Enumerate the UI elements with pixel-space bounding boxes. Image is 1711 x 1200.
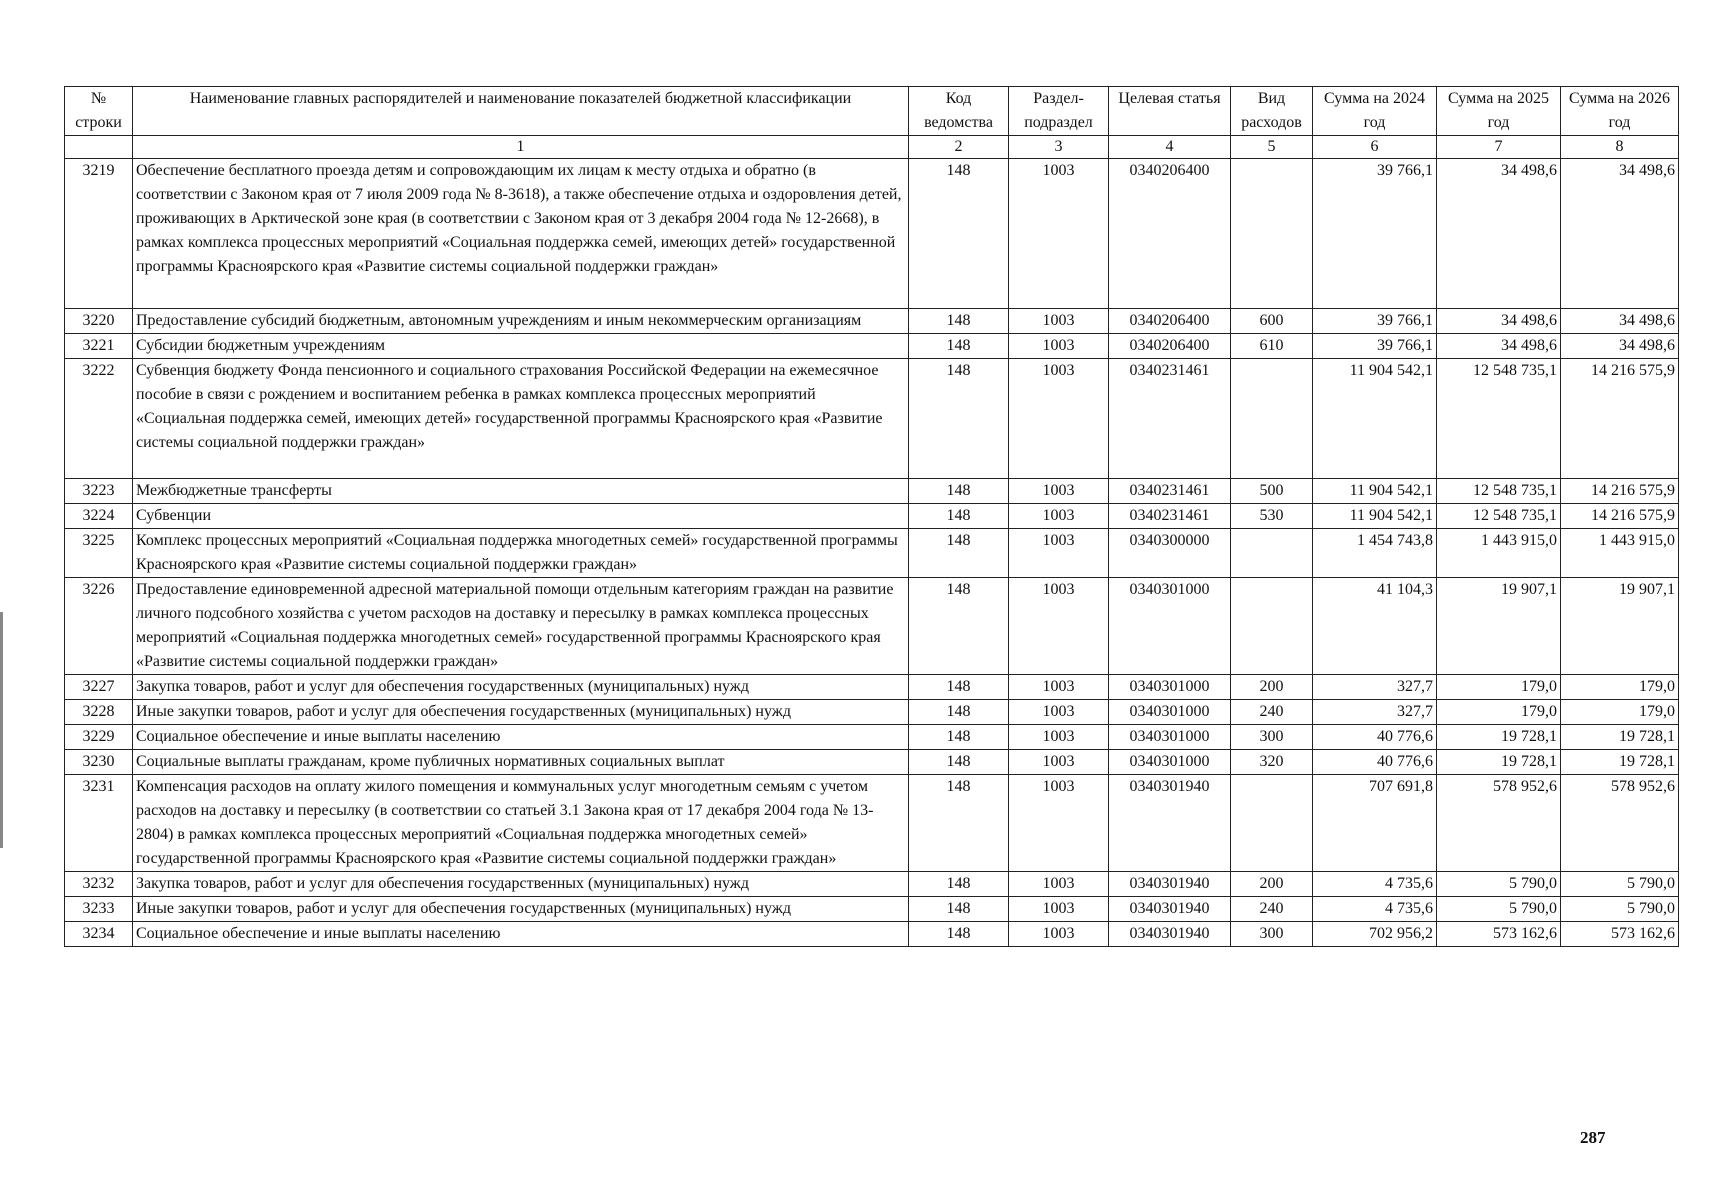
table-header — [65, 87, 1679, 159]
row-exp-type: 600 — [1231, 309, 1313, 334]
row-sum-2026: 14 216 575,9 — [1561, 479, 1679, 504]
row-section-code: 1003 — [1009, 872, 1109, 897]
row-dept-code: 148 — [909, 159, 1009, 309]
row-sum-2025: 19 728,1 — [1437, 750, 1561, 775]
col-index: 5 — [1231, 136, 1313, 159]
row-sum-2025: 179,0 — [1437, 675, 1561, 700]
row-sum-2026: 19 728,1 — [1561, 725, 1679, 750]
row-dept-code: 148 — [909, 578, 1009, 675]
row-number: 3224 — [65, 504, 133, 529]
row-exp-type — [1231, 159, 1313, 309]
table-row — [65, 479, 1679, 504]
row-section-code: 1003 — [1009, 504, 1109, 529]
row-name: Субвенции — [133, 504, 909, 529]
col-index: 1 — [133, 136, 909, 159]
row-section-code: 1003 — [1009, 725, 1109, 750]
row-exp-type: 500 — [1231, 479, 1313, 504]
row-dept-code: 148 — [909, 750, 1009, 775]
row-sum-2026: 179,0 — [1561, 675, 1679, 700]
row-section-code: 1003 — [1009, 578, 1109, 675]
row-exp-type — [1231, 529, 1313, 578]
table-row — [65, 578, 1679, 675]
row-sum-2024: 4 735,6 — [1313, 897, 1437, 922]
header-exp-type: Вид расходов — [1231, 87, 1313, 136]
row-target-code: 0340301000 — [1109, 675, 1231, 700]
row-sum-2026: 578 952,6 — [1561, 775, 1679, 872]
row-name: Закупка товаров, работ и услуг для обеспечения государственных (муниципальных) нужд — [133, 675, 909, 700]
row-sum-2024: 702 956,2 — [1313, 922, 1437, 947]
row-dept-code: 148 — [909, 675, 1009, 700]
row-sum-2025: 12 548 735,1 — [1437, 504, 1561, 529]
row-sum-2024: 707 691,8 — [1313, 775, 1437, 872]
row-name: Закупка товаров, работ и услуг для обеспечения государственных (муниципальных) нужд — [133, 872, 909, 897]
row-name: Субсидии бюджетным учреждениям — [133, 334, 909, 359]
row-number: 3232 — [65, 872, 133, 897]
row-section-code: 1003 — [1009, 922, 1109, 947]
header-row — [65, 87, 1679, 136]
row-name: Компенсация расходов на оплату жилого помещения и коммунальных услуг многодетным семьям с учетом расходов на доставку и пересылку (в соответствии со статьей 3.1 Закона края от 17 декабря 2004 года № 13-2804) в рамках комплекса процессных мероприятий «Социальная поддержка многодетных семей» государственной программы Красноярского края «Развитие системы социальной поддержки граждан» — [133, 775, 909, 872]
budget-table-container — [64, 86, 1678, 947]
row-target-code: 0340300000 — [1109, 529, 1231, 578]
row-number: 3234 — [65, 922, 133, 947]
col-index: 8 — [1561, 136, 1679, 159]
row-number: 3222 — [65, 359, 133, 479]
row-number: 3231 — [65, 775, 133, 872]
row-number: 3228 — [65, 700, 133, 725]
row-sum-2025: 34 498,6 — [1437, 334, 1561, 359]
row-exp-type: 300 — [1231, 725, 1313, 750]
row-target-code: 0340301940 — [1109, 922, 1231, 947]
row-sum-2025: 19 907,1 — [1437, 578, 1561, 675]
row-target-code: 0340301000 — [1109, 578, 1231, 675]
table-row — [65, 529, 1679, 578]
row-number: 3227 — [65, 675, 133, 700]
row-exp-type: 200 — [1231, 872, 1313, 897]
row-number: 3220 — [65, 309, 133, 334]
table-row — [65, 872, 1679, 897]
row-target-code: 0340301940 — [1109, 897, 1231, 922]
row-sum-2026: 14 216 575,9 — [1561, 359, 1679, 479]
row-dept-code: 148 — [909, 897, 1009, 922]
row-target-code: 0340231461 — [1109, 504, 1231, 529]
row-target-code: 0340301000 — [1109, 700, 1231, 725]
row-number: 3229 — [65, 725, 133, 750]
row-exp-type: 530 — [1231, 504, 1313, 529]
header-row-no: № строки — [65, 87, 133, 136]
row-sum-2024: 327,7 — [1313, 700, 1437, 725]
row-number: 3226 — [65, 578, 133, 675]
row-sum-2026: 19 728,1 — [1561, 750, 1679, 775]
col-index — [65, 136, 133, 159]
col-index: 7 — [1437, 136, 1561, 159]
table-row — [65, 922, 1679, 947]
header-dept: Код ведомства — [909, 87, 1009, 136]
row-dept-code: 148 — [909, 309, 1009, 334]
col-index: 2 — [909, 136, 1009, 159]
row-dept-code: 148 — [909, 334, 1009, 359]
row-sum-2026: 5 790,0 — [1561, 872, 1679, 897]
row-exp-type: 320 — [1231, 750, 1313, 775]
table-row — [65, 504, 1679, 529]
row-sum-2024: 39 766,1 — [1313, 309, 1437, 334]
row-sum-2025: 12 548 735,1 — [1437, 479, 1561, 504]
row-target-code: 0340206400 — [1109, 309, 1231, 334]
col-index: 6 — [1313, 136, 1437, 159]
row-dept-code: 148 — [909, 700, 1009, 725]
row-dept-code: 148 — [909, 725, 1009, 750]
table-row — [65, 700, 1679, 725]
row-exp-type: 200 — [1231, 675, 1313, 700]
row-name: Социальное обеспечение и иные выплаты населению — [133, 725, 909, 750]
row-exp-type — [1231, 359, 1313, 479]
row-exp-type: 610 — [1231, 334, 1313, 359]
column-index-row — [65, 136, 1679, 159]
row-sum-2024: 11 904 542,1 — [1313, 479, 1437, 504]
row-target-code: 0340301000 — [1109, 725, 1231, 750]
table-row — [65, 675, 1679, 700]
table-row — [65, 725, 1679, 750]
row-target-code: 0340231461 — [1109, 359, 1231, 479]
row-sum-2026: 1 443 915,0 — [1561, 529, 1679, 578]
table-row — [65, 750, 1679, 775]
row-name: Межбюджетные трансферты — [133, 479, 909, 504]
row-target-code: 0340206400 — [1109, 159, 1231, 309]
row-sum-2024: 39 766,1 — [1313, 159, 1437, 309]
row-dept-code: 148 — [909, 529, 1009, 578]
table-body — [65, 159, 1679, 947]
table-row — [65, 309, 1679, 334]
row-sum-2024: 40 776,6 — [1313, 750, 1437, 775]
row-sum-2026: 179,0 — [1561, 700, 1679, 725]
row-sum-2025: 19 728,1 — [1437, 725, 1561, 750]
row-sum-2024: 327,7 — [1313, 675, 1437, 700]
row-name: Субвенция бюджету Фонда пенсионного и социального страхования Российской Федерации на ежемесячное пособие в связи с рождением и воспитанием ребенка в рамках комплекса процессных мероприятий «Социальная поддержка семей, имеющих детей» государственной программы Красноярского края «Развитие системы социальной поддержки граждан» — [133, 359, 909, 479]
row-sum-2026: 19 907,1 — [1561, 578, 1679, 675]
row-sum-2025: 12 548 735,1 — [1437, 359, 1561, 479]
header-section: Раздел-подраздел — [1009, 87, 1109, 136]
row-sum-2026: 34 498,6 — [1561, 334, 1679, 359]
row-sum-2024: 41 104,3 — [1313, 578, 1437, 675]
header-sum-2025: Сумма на 2025 год — [1437, 87, 1561, 136]
row-section-code: 1003 — [1009, 309, 1109, 334]
row-target-code: 0340301000 — [1109, 750, 1231, 775]
row-dept-code: 148 — [909, 479, 1009, 504]
row-sum-2025: 34 498,6 — [1437, 159, 1561, 309]
header-sum-2026: Сумма на 2026 год — [1561, 87, 1679, 136]
scan-edge-mark — [0, 612, 3, 848]
row-target-code: 0340301940 — [1109, 872, 1231, 897]
header-sum-2024: Сумма на 2024 год — [1313, 87, 1437, 136]
table-row — [65, 334, 1679, 359]
row-sum-2024: 4 735,6 — [1313, 872, 1437, 897]
row-target-code: 0340231461 — [1109, 479, 1231, 504]
table-row — [65, 897, 1679, 922]
row-sum-2024: 1 454 743,8 — [1313, 529, 1437, 578]
row-sum-2024: 11 904 542,1 — [1313, 504, 1437, 529]
row-name: Социальные выплаты гражданам, кроме публичных нормативных социальных выплат — [133, 750, 909, 775]
row-sum-2024: 11 904 542,1 — [1313, 359, 1437, 479]
row-target-code: 0340206400 — [1109, 334, 1231, 359]
row-section-code: 1003 — [1009, 897, 1109, 922]
row-sum-2026: 14 216 575,9 — [1561, 504, 1679, 529]
row-sum-2026: 573 162,6 — [1561, 922, 1679, 947]
row-name: Предоставление единовременной адресной материальной помощи отдельным категориям граждан на развитие личного подсобного хозяйства с учетом расходов на доставку и пересылку в рамках комплекса процессных мероприятий «Социальная поддержка многодетных семей» государственной программы Красноярского края «Развитие системы социальной поддержки граждан» — [133, 578, 909, 675]
row-section-code: 1003 — [1009, 750, 1109, 775]
row-sum-2025: 573 162,6 — [1437, 922, 1561, 947]
row-number: 3230 — [65, 750, 133, 775]
row-dept-code: 148 — [909, 922, 1009, 947]
row-target-code: 0340301940 — [1109, 775, 1231, 872]
row-name: Обеспечение бесплатного проезда детям и сопровождающим их лицам к месту отдыха и обратно (в соответствии с Законом края от 7 июля 2009 года № 8-3618), а также обеспечение отдыха и оздоровления детей, проживающих в Арктической зоне края (в соответствии с Законом края от 3 декабря 2004 года № 12-2668), в рамках комплекса процессных мероприятий «Социальная поддержка семей, имеющих детей» государственной программы Красноярского края «Развитие системы социальной поддержки граждан» — [133, 159, 909, 309]
row-name: Предоставление субсидий бюджетным, автономным учреждениям и иным некоммерческим организациям — [133, 309, 909, 334]
row-number: 3225 — [65, 529, 133, 578]
row-sum-2025: 5 790,0 — [1437, 872, 1561, 897]
row-sum-2025: 1 443 915,0 — [1437, 529, 1561, 578]
row-dept-code: 148 — [909, 359, 1009, 479]
row-section-code: 1003 — [1009, 479, 1109, 504]
row-name: Иные закупки товаров, работ и услуг для обеспечения государственных (муниципальных) нужд — [133, 700, 909, 725]
row-section-code: 1003 — [1009, 334, 1109, 359]
row-section-code: 1003 — [1009, 775, 1109, 872]
row-exp-type: 300 — [1231, 922, 1313, 947]
row-exp-type — [1231, 775, 1313, 872]
row-sum-2026: 34 498,6 — [1561, 309, 1679, 334]
row-sum-2026: 5 790,0 — [1561, 897, 1679, 922]
row-sum-2024: 40 776,6 — [1313, 725, 1437, 750]
header-target: Целевая статья — [1109, 87, 1231, 136]
table-row — [65, 775, 1679, 872]
row-sum-2025: 5 790,0 — [1437, 897, 1561, 922]
row-sum-2025: 578 952,6 — [1437, 775, 1561, 872]
row-section-code: 1003 — [1009, 675, 1109, 700]
row-number: 3233 — [65, 897, 133, 922]
row-sum-2026: 34 498,6 — [1561, 159, 1679, 309]
row-number: 3223 — [65, 479, 133, 504]
row-section-code: 1003 — [1009, 359, 1109, 479]
row-sum-2024: 39 766,1 — [1313, 334, 1437, 359]
row-section-code: 1003 — [1009, 529, 1109, 578]
table-row — [65, 159, 1679, 309]
row-section-code: 1003 — [1009, 700, 1109, 725]
row-exp-type — [1231, 578, 1313, 675]
row-name: Иные закупки товаров, работ и услуг для обеспечения государственных (муниципальных) нужд — [133, 897, 909, 922]
col-index: 4 — [1109, 136, 1231, 159]
row-section-code: 1003 — [1009, 159, 1109, 309]
row-dept-code: 148 — [909, 872, 1009, 897]
row-dept-code: 148 — [909, 504, 1009, 529]
header-name: Наименование главных распорядителей и наименование показателей бюджетной классификации — [133, 87, 909, 136]
row-number: 3219 — [65, 159, 133, 309]
budget-table — [64, 86, 1679, 947]
row-number: 3221 — [65, 334, 133, 359]
row-sum-2025: 34 498,6 — [1437, 309, 1561, 334]
row-dept-code: 148 — [909, 775, 1009, 872]
row-exp-type: 240 — [1231, 897, 1313, 922]
table-row — [65, 359, 1679, 479]
row-exp-type: 240 — [1231, 700, 1313, 725]
row-name: Комплекс процессных мероприятий «Социальная поддержка многодетных семей» государственной программы Красноярского края «Развитие системы социальной поддержки граждан» — [133, 529, 909, 578]
row-name: Социальное обеспечение и иные выплаты населению — [133, 922, 909, 947]
page-number: 287 — [1580, 1128, 1606, 1147]
row-sum-2025: 179,0 — [1437, 700, 1561, 725]
col-index: 3 — [1009, 136, 1109, 159]
